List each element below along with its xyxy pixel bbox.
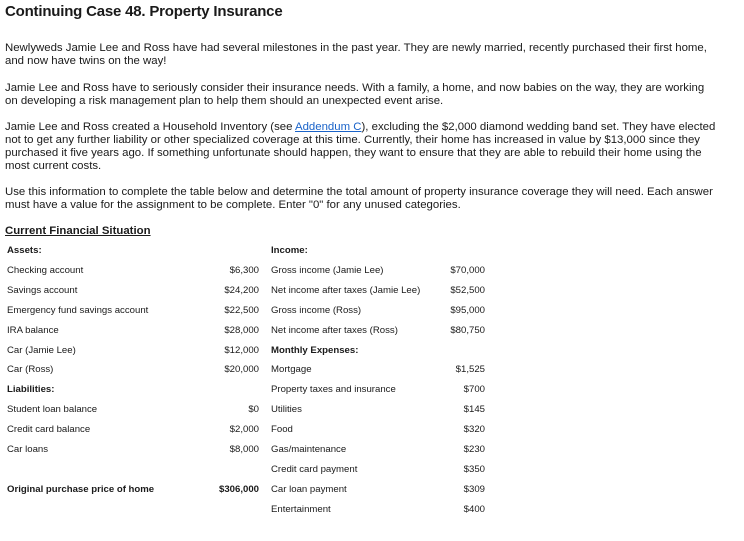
left-table-value: $28,000 [224, 324, 259, 336]
insurance-needs-paragraph: Jamie Lee and Ross have to seriously consider their insurance needs. With a family, a home, and now babies on the way, they are working on developing a risk management plan to help them should an unexpected event arise. [5, 82, 705, 107]
left-table-value: $2,000 [229, 424, 259, 436]
left-table-label: IRA balance [7, 324, 59, 336]
right-table-label: Entertainment [271, 503, 331, 515]
left-table-label: Student loan balance [7, 404, 98, 416]
right-table-value: $309 [463, 483, 485, 495]
right-table-label: Food [271, 424, 293, 436]
left-table-label: Liabilities: [7, 384, 55, 396]
right-table-label: Net income after taxes (Jamie Lee) [271, 284, 421, 296]
right-table-value: $230 [463, 444, 485, 455]
right-table-label: Car loan payment [271, 483, 347, 495]
left-table-value: $6,300 [229, 264, 259, 276]
right-table-label: Property taxes and insurance [271, 384, 396, 396]
financial-situation-heading: Current Financial Situation [5, 225, 151, 237]
right-table-label: Gross income (Jamie Lee) [271, 264, 384, 276]
left-table-label: Car loans [7, 444, 49, 455]
left-table-label: Assets: [7, 245, 42, 256]
right-table-label: Gross income (Ross) [271, 304, 362, 316]
right-table-label: Monthly Expenses: [271, 344, 359, 356]
right-table-value: $145 [463, 404, 485, 416]
left-table-label: Car (Ross) [7, 364, 54, 376]
paragraph-text-before-link: Jamie Lee and Ross created a Household Inventory (see [5, 121, 295, 133]
left-table-value: $20,000 [224, 364, 259, 376]
household-inventory-paragraph [5, 121, 720, 173]
addendum-c-link[interactable]: Addendum C [295, 121, 362, 133]
right-table-label: Mortgage [271, 364, 312, 376]
right-table-label: Gas/maintenance [271, 444, 347, 455]
instructions-paragraph: Use this information to complete the table below and determine the total amount of property insurance coverage they will need. Each answer must have a value for the assignment to be complete. Enter "0" for any unused categories. [5, 186, 713, 211]
right-table-value: $95,000 [450, 304, 485, 316]
right-table-value: $1,525 [455, 364, 485, 376]
left-table-value: $8,000 [229, 444, 259, 455]
right-table-value: $700 [463, 384, 485, 396]
right-table-value: $350 [463, 463, 485, 475]
right-table-label: Net income after taxes (Ross) [271, 324, 398, 336]
left-table-label: Car (Jamie Lee) [7, 344, 76, 356]
right-table-label: Utilities [271, 404, 302, 416]
left-table-value: $306,000 [218, 483, 259, 495]
page-title: Continuing Case 48. Property Insurance [5, 3, 283, 20]
intro-paragraph: Newlyweds Jamie Lee and Ross have had several milestones in the past year. They are newly married, recently purchased their first home, and now have twins on the way! [5, 42, 707, 67]
left-table-label: Emergency fund savings account [7, 304, 149, 316]
left-table-label: Credit card balance [7, 424, 91, 436]
right-table-label: Credit card payment [271, 463, 358, 475]
right-table-value: $400 [463, 503, 485, 515]
right-table-label: Income: [271, 245, 308, 256]
left-table-value: $24,200 [224, 284, 259, 296]
left-table-value: $0 [248, 404, 259, 416]
left-table-label: Savings account [7, 284, 78, 296]
right-table-value: $52,500 [450, 284, 485, 296]
right-table-value: $320 [463, 424, 485, 436]
left-table-label: Original purchase price of home [7, 483, 155, 495]
left-table-value: $22,500 [224, 304, 259, 316]
paragraph-text-after-link: ), excluding the $2,000 diamond wedding band set. They have elected not to get any further liability or other specialized coverage at this time. Currently, their home has increased in value by $13,000 since they purchased it five years ago. If something unfortunate should happen, they want to ensure that they are able to rebuild their home using the most current costs. [5, 121, 716, 172]
left-table-label: Checking account [7, 264, 84, 276]
right-table-value: $80,750 [450, 324, 485, 336]
right-table-value: $70,000 [450, 264, 485, 276]
left-table-value: $12,000 [224, 344, 259, 356]
